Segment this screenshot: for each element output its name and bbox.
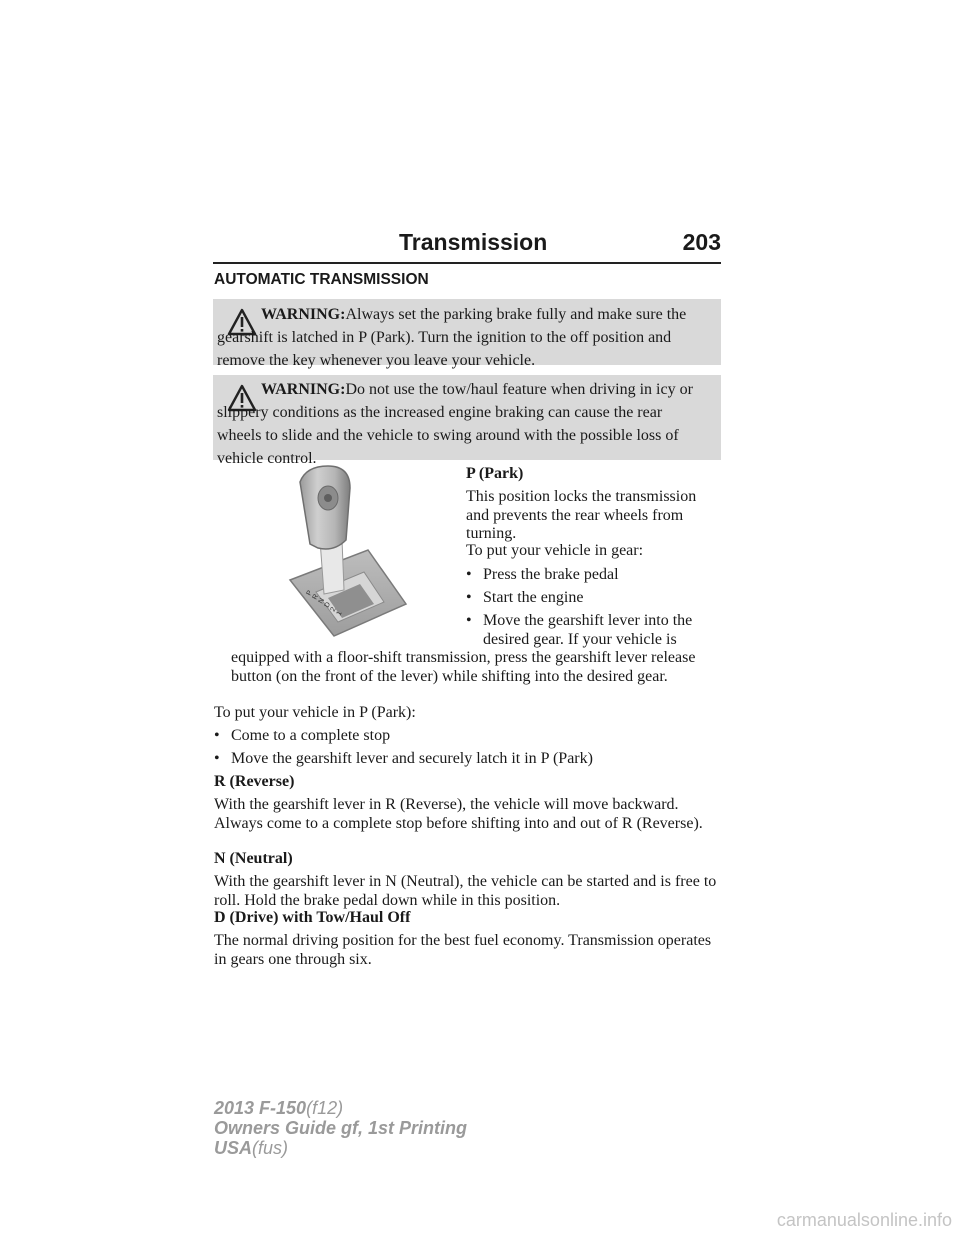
park-description: This position locks the transmission and prevents the rear wheels from turning. [466, 488, 697, 542]
warning-label: WARNING: [261, 381, 346, 398]
gear-letter-r: R [311, 593, 321, 601]
drive-text: The normal driving position for the best fuel economy. Transmission operates in gears one through six. [214, 932, 712, 968]
header-rule [213, 262, 721, 264]
gear-letter-p: P [305, 589, 314, 597]
page-number: 203 [682, 229, 721, 255]
watermark: carmanualsonline.info [776, 1210, 952, 1230]
step3-continuation-full: equipped with a floor-shift transmission, press the gearshift lever release button (on the front of the lever) while shifting into the desired gear. [231, 649, 696, 685]
neutral-heading: N (Neutral) [214, 850, 293, 867]
warning-box-1 [213, 299, 721, 369]
put-in-gear-intro: To put your vehicle in gear: [466, 542, 644, 559]
reverse-text: With the gearshift lever in R (Reverse), the vehicle will move backward. Always come to a complete stop before shifting into and out of R (Reverse). [214, 796, 703, 832]
document-footer [214, 1098, 467, 1158]
footer-line-1: 2013 F-150(f12) [214, 1098, 344, 1118]
section-heading: AUTOMATIC TRANSMISSION [214, 271, 429, 288]
warning-text-2: WARNING:Do not use the tow/haul feature when driving in icy or slippery conditions as the increased engine braking can cause the rear wheels to slide and the vehicle to swing around with the possible loss of vehicle control. [217, 381, 693, 467]
page-title: Transmission [399, 229, 548, 255]
drive-heading: D (Drive) with Tow/Haul Off [214, 909, 411, 926]
warning-text-1: WARNING:Always set the parking brake fully and make sure the gearshift is latched in P (Park). Turn the ignition to the off position and remove the key whenever you leave your vehicle. [217, 306, 687, 369]
gear-letter-2: 2 [329, 606, 338, 613]
footer-line-3: USA(fus) [214, 1138, 289, 1158]
put-in-park-intro: To put your vehicle in P (Park): [214, 704, 416, 721]
gearshift-illustration [276, 462, 432, 638]
step3-continuation: desired gear. If your vehicle is [483, 631, 677, 648]
park-heading: P (Park) [466, 465, 524, 482]
gearshift-lever-icon [276, 462, 432, 638]
gear-letter-1: 1 [335, 610, 344, 617]
gear-letter-d: D [323, 601, 333, 609]
neutral-text: With the gearshift lever in N (Neutral), the vehicle can be started and is free to roll. Hold the brake pedal down while in this position. [214, 873, 717, 909]
page-header [213, 229, 721, 263]
warning-label: WARNING: [261, 306, 346, 323]
warning-box-2 [213, 375, 721, 467]
footer-line-2: Owners Guide gf, 1st Printing [214, 1118, 468, 1138]
gear-letter-n: N [317, 597, 327, 605]
reverse-heading: R (Reverse) [214, 773, 295, 790]
